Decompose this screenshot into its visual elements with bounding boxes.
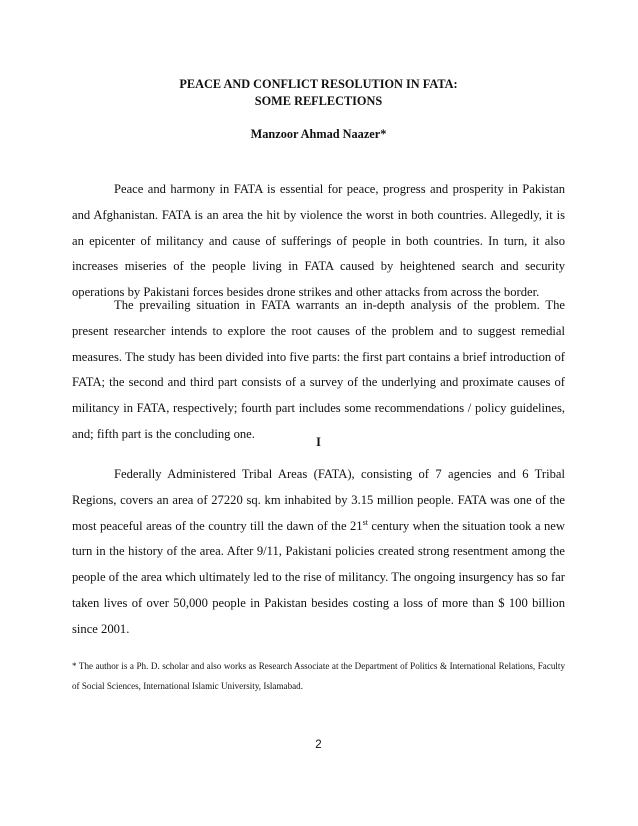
page-number: 2 [315,739,322,751]
paper-title [72,76,565,110]
section-heading-roman-one: I [316,435,321,449]
author-name: Manzoor Ahmad Naazer* [250,127,387,141]
paragraph-fata-text-start: Federally Administered Tribal Areas (FATA), consisting of 7 agencies and 6 Tribal Regions, covers an area of 27220 sq. km inhabited by 3.15 million people. FATA was one of the most peaceful areas of the country till the dawn of the 21 [72,467,565,533]
paragraph-fata-background [72,462,565,643]
paragraph-study-outline: The prevailing situation in FATA warrants an in-depth analysis of the problem. The present researcher intends to explore the root causes of the problem and to suggest remedial measures. The study has been divided into five parts: the first part contains a brief introduction of FATA; the second and third part consists of a survey of the underlying and proximate causes of militancy in FATA, respectively; fourth part includes some recommendations / policy guidelines, and; fifth part is the concluding one. [72,298,565,441]
paper-title-line-1: PEACE AND CONFLICT RESOLUTION IN FATA: [179,77,458,91]
document-page [72,0,565,826]
author-footnote: * The author is a Ph. D. scholar and also works as Research Associate at the Department of Politics & International Relations, Faculty of Social Sciences, International Islamic University, Islamabad. [72,661,565,691]
paper-title-line-2: SOME REFLECTIONS [254,94,383,108]
paragraph-fata-text-end: century when the situation took a new turn in the history of the area. After 9/11, Pakistani policies created strong resentment among the people of the area which ultimately led to the rise of militancy. The ongoing insurgency has so far taken lives of over 50,000 people in Pakistan besides costing a loss of more than $ 100 billion since 2001. [72,518,565,636]
paragraph-intro: Peace and harmony in FATA is essential for peace, progress and prosperity in Pakistan and Afghanistan. FATA is an area the hit by violence the worst in both countries. Allegedly, it is an epicenter of militancy and cause of sufferings of people in both countries. In turn, it also increases miseries of the people living in FATA caused by heightened search and security operations by Pakistani forces besides drone strikes and other attacks from across the border. [72,182,565,300]
superscript-ordinal: st [362,517,368,527]
